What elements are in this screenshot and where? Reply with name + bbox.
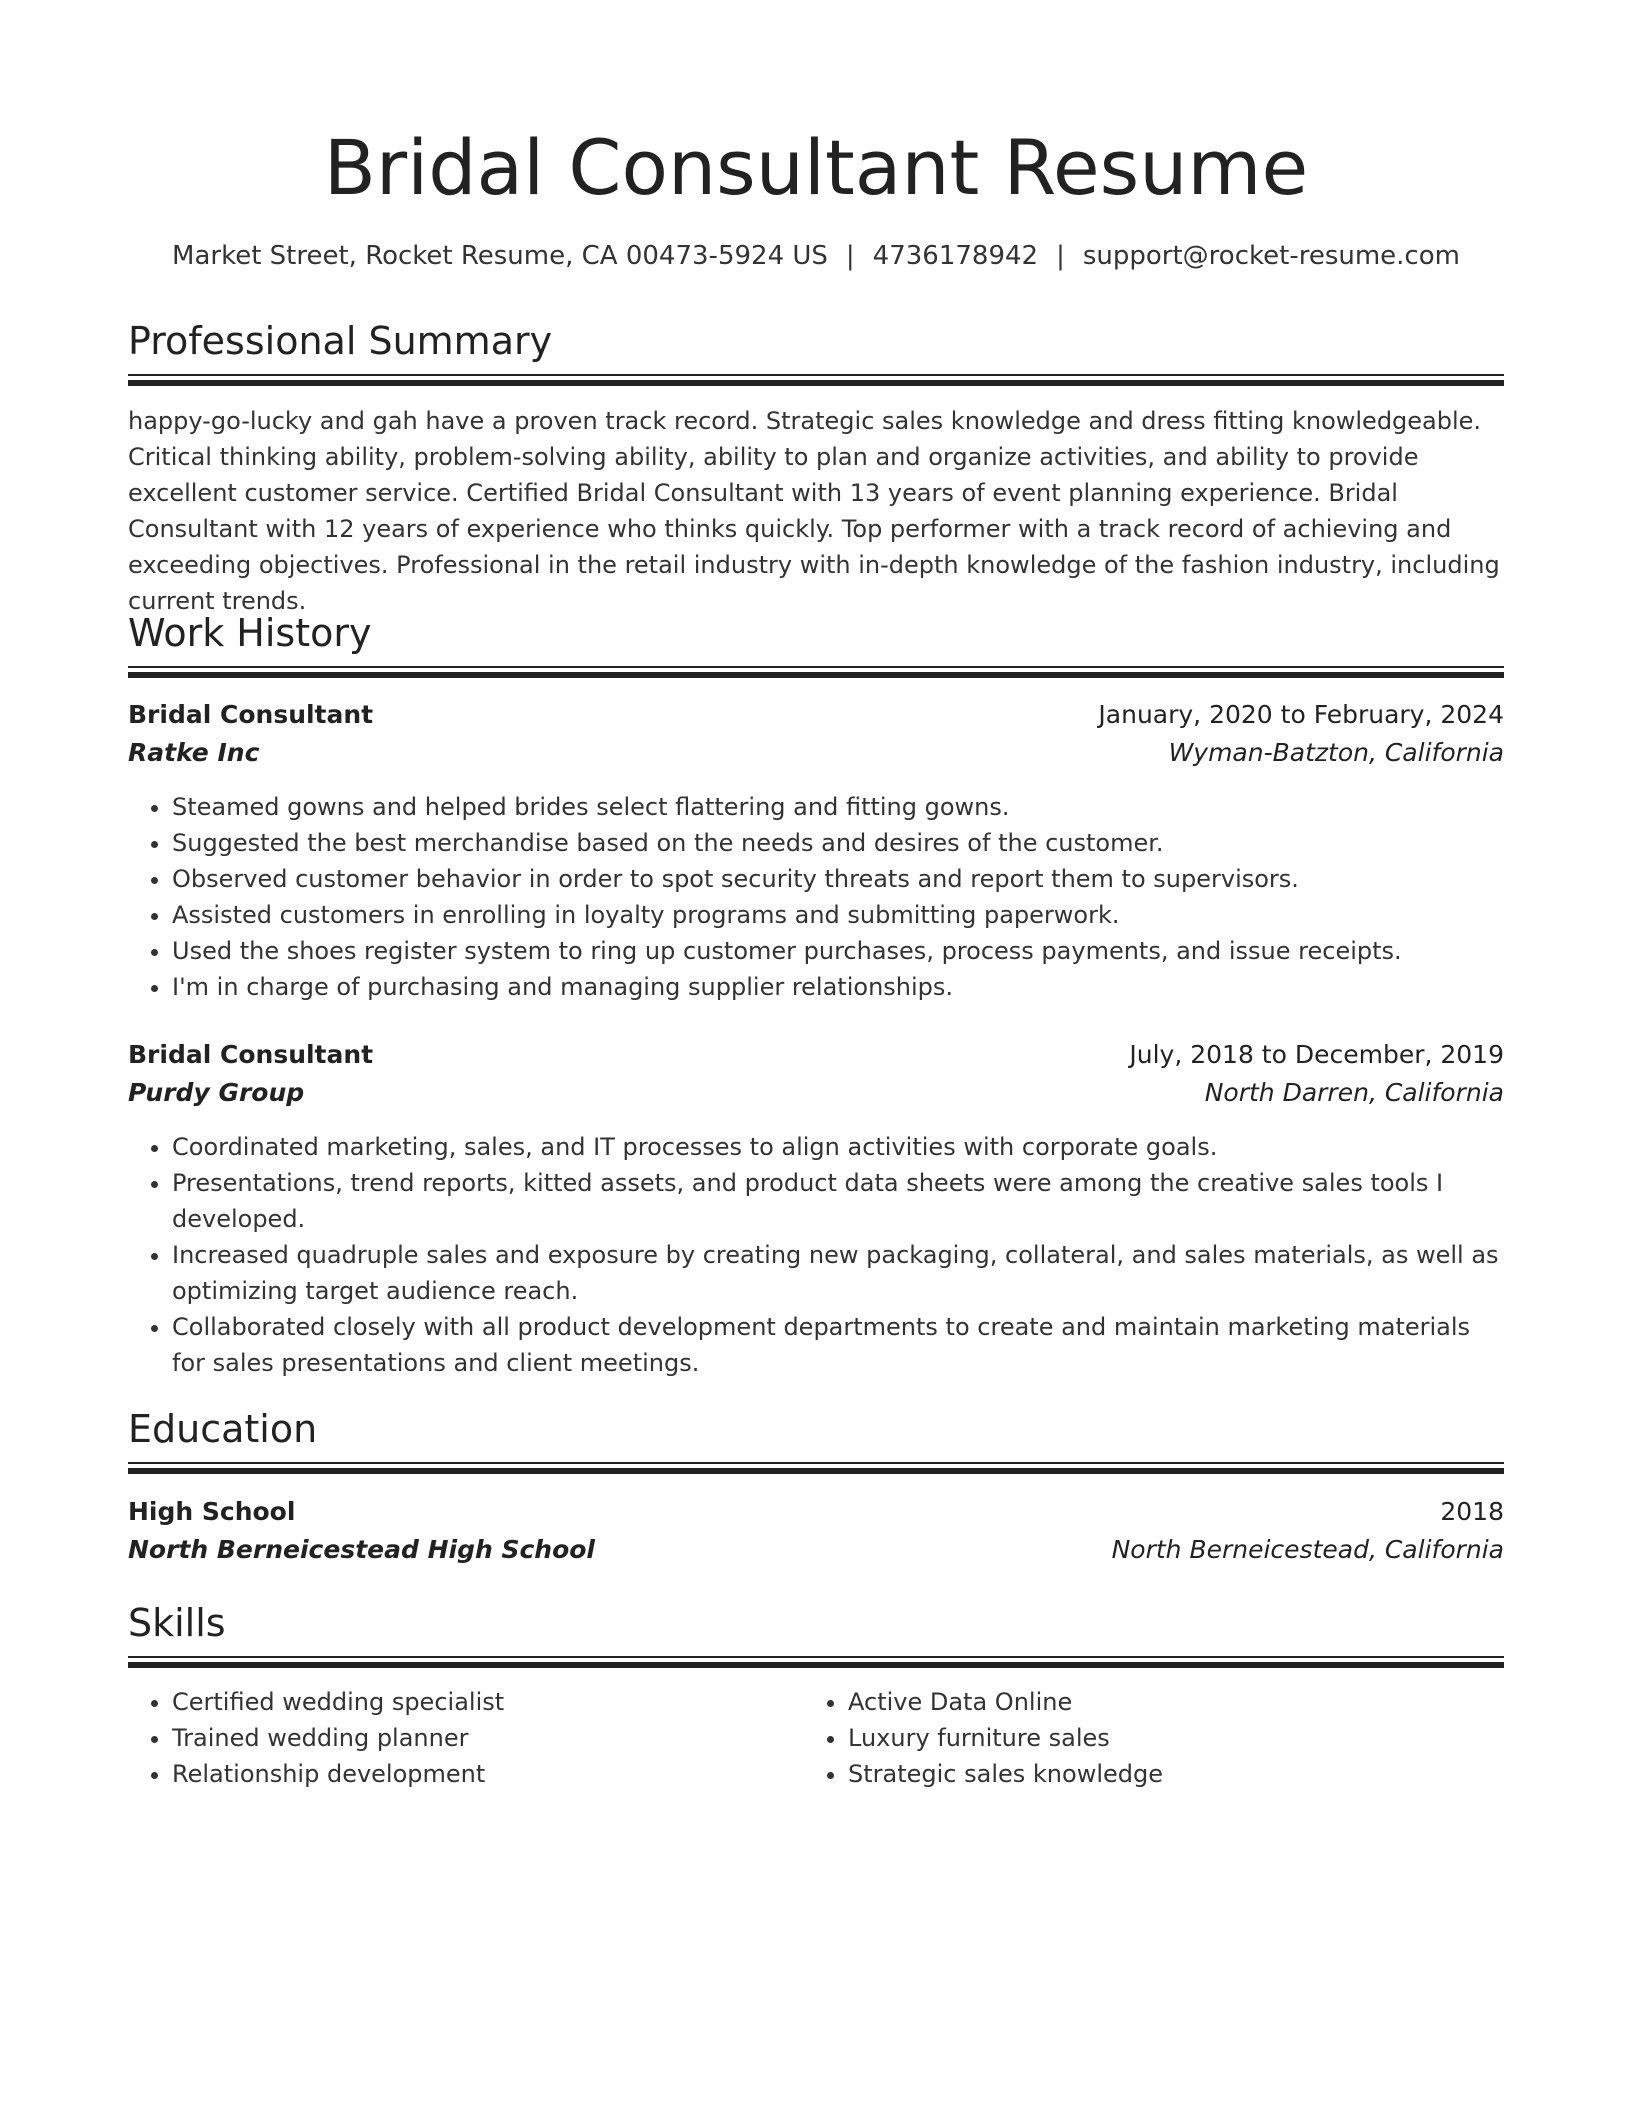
job-bullets: [128, 789, 1504, 1005]
section-divider: [128, 666, 1504, 678]
section-divider: [128, 1462, 1504, 1474]
list-item: • Coordinated marketing, sales, and IT processes to align activities with corporate goals.: [172, 1129, 1504, 1165]
job-dates: January, 2020 to February, 2024: [1098, 700, 1504, 729]
education-header-row: [128, 1494, 1504, 1530]
list-item: • Used the shoes register system to ring up customer purchases, process payments, and issue receipts.: [172, 933, 1504, 969]
section-heading-summary: Professional Summary: [128, 319, 553, 363]
skill-item: • Strategic sales knowledge: [848, 1756, 1484, 1792]
skill-item: • Trained wedding planner: [172, 1720, 808, 1756]
job-company-row: [128, 1075, 1504, 1111]
list-item: • Observed customer behavior in order to spot security threats and report them to supervisors.: [172, 861, 1504, 897]
education-degree: High School: [128, 1497, 296, 1526]
contact-phone: 4736178942: [872, 241, 1039, 271]
list-item: • Suggested the best merchandise based on the needs and desires of the customer.: [172, 825, 1504, 861]
list-item: • Collaborated closely with all product development departments to create and maintain marketing materials for sales presentations and client meetings.: [172, 1309, 1504, 1381]
list-item: • Steamed gowns and helped brides select flattering and fitting gowns.: [172, 789, 1504, 825]
contact-address: Market Street, Rocket Resume, CA 00473-5924 US: [172, 241, 828, 271]
education-school-row: [128, 1532, 1504, 1568]
contact-separator: |: [1056, 241, 1065, 271]
section-divider: [128, 1656, 1504, 1668]
education-location: North Berneicestead, California: [1111, 1535, 1504, 1564]
job-header-row: [128, 697, 1504, 733]
section-heading-work-history: Work History: [128, 611, 372, 655]
skill-item: • Active Data Online: [848, 1684, 1484, 1720]
skill-item: • Relationship development: [172, 1756, 808, 1792]
section-heading-education: Education: [128, 1407, 318, 1451]
list-item: • Increased quadruple sales and exposure by creating new packaging, collateral, and sales materials, as well as optimizing target audience reach.: [172, 1237, 1504, 1309]
list-item: • Assisted customers in enrolling in loyalty programs and submitting paperwork.: [172, 897, 1504, 933]
job-location: Wyman-Batzton, California: [1168, 738, 1504, 767]
section-divider: [128, 374, 1504, 386]
job-header-row: [128, 1037, 1504, 1073]
job-title: Bridal Consultant: [128, 700, 374, 729]
education-year: 2018: [1440, 1497, 1504, 1526]
job-company-row: [128, 735, 1504, 771]
skills-list-right: [804, 1684, 1484, 1792]
contact-line: [128, 238, 1504, 274]
job-dates: July, 2018 to December, 2019: [1129, 1040, 1504, 1069]
contact-separator: |: [845, 241, 855, 271]
job-location: North Darren, California: [1204, 1078, 1504, 1107]
list-item: • Presentations, trend reports, kitted assets, and product data sheets were among the creative sales tools I developed.: [172, 1165, 1504, 1237]
section-heading-skills: Skills: [128, 1601, 226, 1645]
education-school: North Berneicestead High School: [128, 1535, 596, 1564]
job-title: Bridal Consultant: [128, 1040, 374, 1069]
skills-list-left: [128, 1684, 808, 1792]
skill-item: • Luxury furniture sales: [848, 1720, 1484, 1756]
job-company: Purdy Group: [128, 1078, 305, 1107]
list-item: • I'm in charge of purchasing and managing supplier relationships.: [172, 969, 1504, 1005]
job-company: Ratke Inc: [128, 738, 260, 767]
job-bullets: [128, 1129, 1504, 1381]
resume-title: Bridal Consultant Resume: [323, 123, 1309, 212]
skill-item: • Certified wedding specialist: [172, 1684, 808, 1720]
contact-email: support@rocket-resume.com: [1082, 241, 1460, 271]
summary-text: happy-go-lucky and gah have a proven track record. Strategic sales knowledge and dress fitting knowledgeable. Critical thinking ability, problem-solving ability, ability to plan and organize activities, and ability to provide excellent customer service. Certified Bridal Consultant with 13 years of event planning experience. Bridal Consultant with 12 years of experience who thinks quickly. Top performer with a track record of achieving and exceeding objectives. Professional in the retail industry with in-depth knowledge of the fashion industry, including current trends.: [128, 407, 1500, 615]
